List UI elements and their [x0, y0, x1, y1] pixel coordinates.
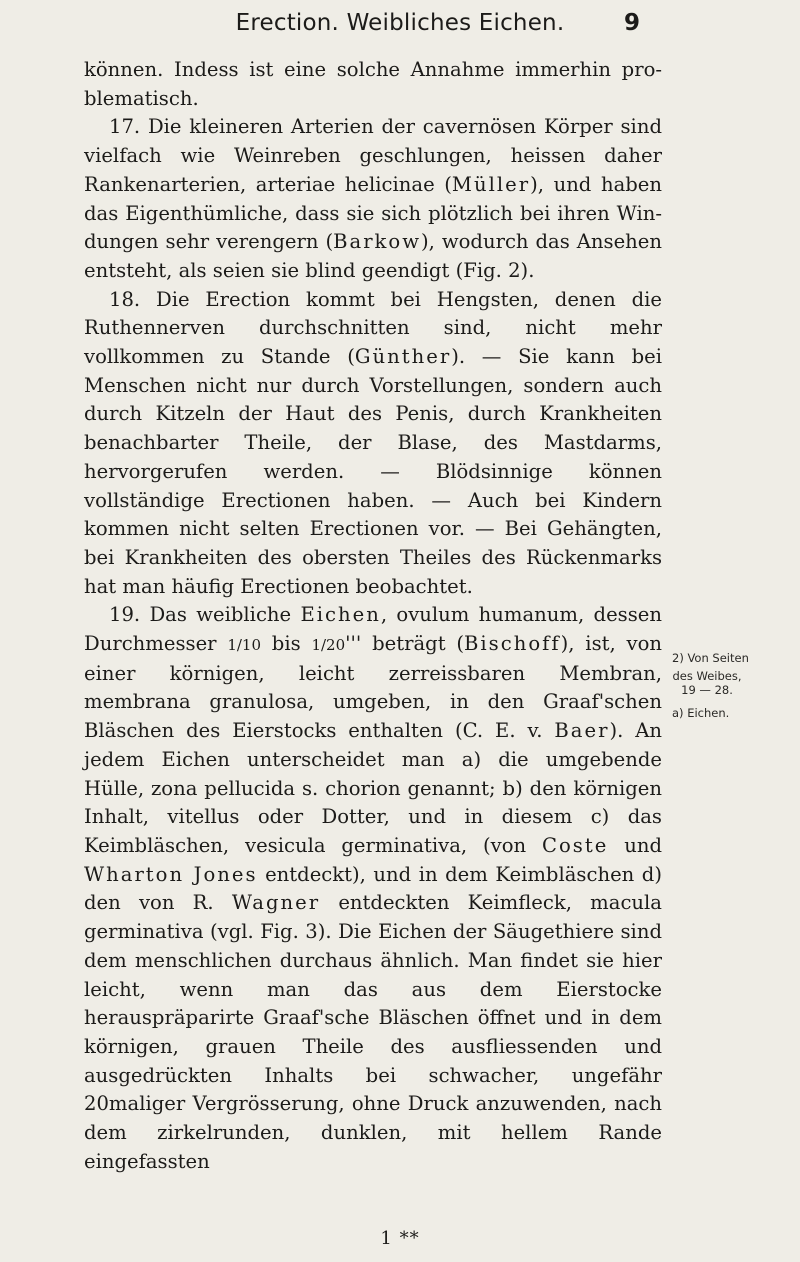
author-name: Barkow [333, 230, 421, 254]
text-run: und [608, 833, 662, 857]
author-name: Baer [554, 719, 610, 743]
text-run: 17. Die kleineren Arterien der cavernösen Körper sind vielfach wie Weinreben geschlungen, heissen daher Rankenarterien, arteriae helicinae ( [84, 115, 662, 196]
author-name: Bischoff [464, 632, 561, 656]
running-title: Erection. Weibliches Eichen. [235, 10, 565, 36]
unit-mark: ''' [345, 632, 362, 656]
author-name: Coste [542, 833, 609, 857]
text-run: beträgt ( [361, 632, 465, 656]
author-name: Müller [451, 172, 531, 196]
term-eichen: Eichen [300, 603, 381, 627]
main-text [84, 56, 662, 1176]
text-run: , ovulum humanum, dessen Durchmesser [84, 603, 662, 656]
text-run: ). — Sie kann bei Menschen nicht nur durch Vorstellungen, sondern auch durch Kitzeln der Haut des Penis, durch Krankheiten benachbarter Theile, der Blase, des Mastdarms, hervorgerufen werden. — Blödsinnige können vollständige Erectionen haben. — Auch bei Kindern kommen nicht selten Erectionen vor. — Bei Gehängten, bei Krankheiten des obersten Theiles des Rückenmarks hat man häufig Erectionen beobachtet. [84, 345, 662, 598]
margin-note-section: 2) Von Seiten [672, 651, 749, 665]
margin-note-subject: des Weibes, [672, 669, 742, 683]
text-run: ). An jedem Eichen unterscheidet man a) die umgebende Hülle, zona pellucida s. chorion genannt; b) den körnigen Inhalt, vitellus oder Dotter, und in diesem c) das Keimbläschen, vesicula germinativa, (von [84, 719, 662, 857]
text-run: 18. Die Erection kommt bei Hengsten, denen die Ruthennerven durchschnitten sind, nicht mehr vollkommen zu Stande ( [84, 287, 662, 369]
page-header [0, 10, 800, 50]
paragraph-17 [84, 113, 662, 285]
text-run: ), und haben das Eigenthümliche, dass sie sich plötzlich bei ihren Windungen sehr verengern ( [84, 172, 663, 254]
margin-note-topic: a) Eichen. [672, 706, 730, 720]
text-run: ), wodurch das Ansehen entsteht, als seien sie blind geendigt (Fig. 2). [84, 230, 663, 282]
fraction: 1/20 [311, 636, 346, 655]
author-name: Günther [354, 345, 452, 369]
text-run: entdeckt), und in dem Keimbläschen d) den von R. [84, 862, 662, 915]
paragraph-19 [84, 601, 662, 1176]
paragraph-18 [84, 286, 662, 602]
author-name: Wagner [231, 891, 321, 915]
paragraph-continuation: können. Indess ist eine solche Annahme immerhin problematisch. [84, 58, 662, 110]
page-number: 9 [623, 10, 640, 36]
text-run: bis [261, 632, 312, 656]
printer-signature: 1 ** [380, 1228, 420, 1249]
text-run: entdeckten Keimfleck, macula germinativa (vgl. Fig. 3). Die Eichen der Säugethiere sind dem menschlichen durchaus ähnlich. Man findet sie hier leicht, wenn man das aus dem Eierstocke herauspräparirte Graaf'sche Bläschen öffnet und in dem körnigen, grauen Theile des ausfliessenden und ausgedrückten Inhalts bei schwacher, ungefähr 20maliger Vergrösserung, ohne Druck anzuwenden, nach dem zirkelrunden, dunklen, mit hellem Rande eingefassten [84, 891, 662, 1173]
author-name: Wharton Jones [84, 862, 258, 886]
text-run: ), ist, von einer körnigen, leicht zerreissbaren Membran, membrana granulosa, umgeben, in den Graaf'schen Bläschen des Eierstocks enthalten (C. E. v. [84, 632, 662, 743]
fraction: 1/10 [227, 636, 262, 655]
text-run: 19. Das weibliche [109, 603, 301, 627]
margin-note-range: 19 — 28. [681, 683, 733, 697]
